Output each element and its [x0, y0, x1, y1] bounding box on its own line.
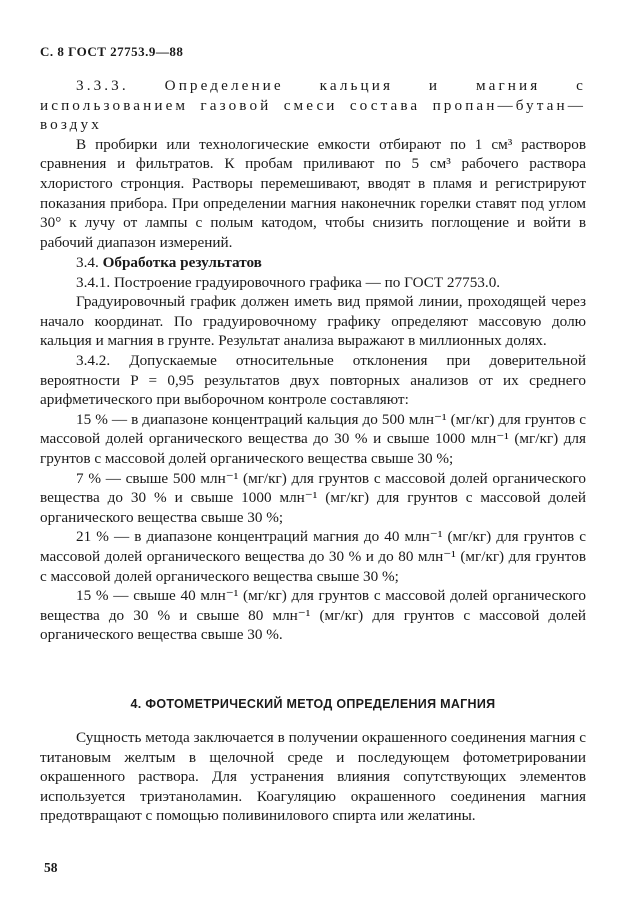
section-title: Определение кальция и магния с использованием газовой смеси состава пропан—бутан—воздух [40, 77, 586, 134]
section-number: 3.4. [76, 254, 99, 271]
section-title: Обработка результатов [102, 254, 262, 271]
section-4-paragraph: Сущность метода заключается в получении окрашенного соединения магния с титановым желтым в щелочной среде и последующем фотометрировании окрашенного раствора. Для устранения влияния сопутствующих элементов используется триэтаноламин. Коагуляцию окрашенного соединения магния предотвращают с помощью поливинилового спирта или желатины. [40, 729, 586, 825]
section-3-4-heading [40, 253, 586, 273]
section-4-heading: 4. ФОТОМЕТРИЧЕСКИЙ МЕТОД ОПРЕДЕЛЕНИЯ МАГНИЯ [130, 697, 496, 711]
page-number: 58 [44, 860, 58, 875]
standard-designation: ГОСТ 27753.9—88 [68, 44, 184, 59]
list-item: 7 % — свыше 500 млн⁻¹ (мг/кг) для грунтов с массовой долей органического вещества до 30 % и свыше 1000 млн⁻¹ (мг/кг) для грунтов с массовой долей органического вещества свыше 30 %; [40, 469, 586, 526]
section-3-3-3-paragraph: В пробирки или технологические емкости отбирают по 1 см³ растворов сравнения и фильтратов. К пробам приливают по 5 см³ рабочего раствора хлористого стронция. Растворы перемешивают, вводят в пламя и регистрируют показания прибора. При определении магния наконечник горелки ставят под углом 30° к лучу от лампы с полым катодом, чтобы снизить поглощение и войти в рабочий диапазон измерений. [40, 135, 586, 251]
section-3-3-3-title [40, 76, 586, 135]
section-3-3-3 [40, 76, 586, 252]
list-item: 21 % — в диапазоне концентраций магния до 40 млн⁻¹ (мг/кг) для грунтов с массовой долей органического вещества до 30 % и до 80 млн⁻¹ (мг/кг) для грунтов с массовой долей органического вещества свыше 30 %; [40, 528, 586, 585]
paragraph-text: Построение градуировочного графика — по ГОСТ 27753.0. [113, 273, 501, 291]
paragraph-3-4-2 [40, 351, 586, 410]
page-label: С. 8 [40, 44, 65, 59]
paragraph-text: Допускаемые относительные отклонения при доверительной вероятности P = 0,95 результатов двух повторных анализов от их среднего арифметического при выборочном контроле составляют: [40, 351, 586, 409]
paragraph-number: 3.4.1. [76, 273, 111, 291]
section-4 [40, 728, 586, 826]
list-item: 15 % — в диапазоне концентраций кальция до 500 млн⁻¹ (мг/кг) для грунтов с массовой долей органического вещества до 30 % и свыше 1000 млн⁻¹ (мг/кг) для грунтов с массовой долей органического вещества свыше 30 %; [40, 410, 586, 467]
running-header [40, 44, 183, 60]
paragraph-number: 3.4.2. [76, 351, 111, 369]
section-3-4 [40, 253, 586, 645]
list-item: 15 % — свыше 40 млн⁻¹ (мг/кг) для грунтов с массовой долей органического вещества до 30 % и свыше 80 млн⁻¹ (мг/кг) для грунтов с массовой долей органического вещества свыше 30 %. [40, 587, 586, 644]
paragraph-3-4-1 [40, 273, 586, 293]
section-number: 3.3.3. [76, 77, 129, 94]
paragraph-3-4-1-body: Градуировочный график должен иметь вид прямой линии, проходящей через начало координат. По градуировочному графику определяют массовую долю кальция и магния в грунте. Результат анализа выражают в миллионных долях. [40, 293, 586, 350]
